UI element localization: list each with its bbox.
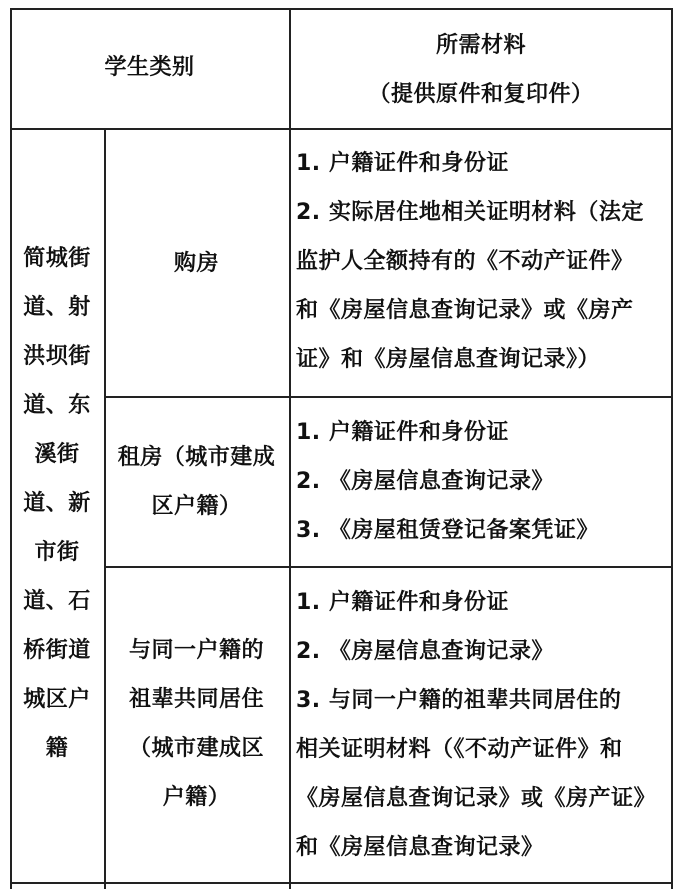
row3-type: [104, 626, 289, 822]
row3-materials: [296, 578, 668, 872]
material-line: 和《房屋信息查询记录》: [296, 835, 544, 860]
material-line: 2. 《房屋信息查询记录》: [296, 639, 554, 664]
material-line: 证》和《房屋信息查询记录》）: [296, 347, 601, 372]
header-materials: 所需材料: [435, 33, 526, 58]
material-line: 3. 《房屋租赁登记备案凭证》: [296, 518, 599, 543]
material-line: 相关证明材料（《不动产证件》和: [296, 737, 623, 762]
row1-bottom-border: [104, 396, 673, 398]
header-bottom-border: [10, 128, 673, 130]
group-label: [10, 234, 104, 773]
row2-type-line: 租房（城市建成: [117, 445, 276, 470]
group-label-line: 道、新: [23, 491, 91, 516]
material-line: 监护人全额持有的《不动产证件》: [296, 249, 634, 274]
row3-type-line: 户籍）: [162, 785, 231, 810]
material-line: 1. 户籍证件和身份证: [296, 420, 509, 445]
group-label-line: 简城街: [23, 246, 91, 271]
group-label-line: 道、东: [23, 393, 91, 418]
material-line: 2. 实际居住地相关证明材料（法定: [296, 200, 644, 225]
group-label-line: 洪坝街: [23, 344, 91, 369]
material-line: 《房屋信息查询记录》或《房产证》: [296, 786, 657, 811]
row3-type-line: 祖辈共同居住: [128, 687, 264, 712]
group-label-line: 桥街道: [23, 638, 91, 663]
group-label-line: 溪街: [34, 442, 80, 467]
material-line: 1. 户籍证件和身份证: [296, 590, 509, 615]
group-label-line: 籍: [45, 736, 69, 761]
material-line: 2. 《房屋信息查询记录》: [296, 469, 554, 494]
row3-type-line: （城市建成区: [128, 736, 264, 761]
header-materials-note: （提供原件和复印件）: [368, 82, 594, 107]
row1-type-line: 购房: [173, 251, 219, 276]
materials-divider: [289, 8, 291, 889]
table-bottom-border: [10, 882, 673, 884]
table-right-border: [671, 8, 673, 889]
group-label-line: 道、石: [23, 589, 91, 614]
row2-type: [104, 433, 289, 531]
row2-bottom-border: [104, 566, 673, 568]
material-line: 3. 与同一户籍的祖辈共同居住的: [296, 688, 622, 713]
group-label-line: 城区户: [23, 687, 91, 712]
row3-type-line: 与同一户籍的: [128, 638, 264, 663]
row2-type-line: 区户籍）: [151, 494, 242, 519]
group-label-line: 市街: [34, 540, 80, 565]
row1-type: [104, 239, 289, 288]
material-line: 1. 户籍证件和身份证: [296, 151, 509, 176]
header-category: 学生类别: [104, 55, 195, 80]
row2-materials: [296, 408, 668, 555]
row1-materials: [296, 139, 668, 384]
material-line: 和《房屋信息查询记录》或《房产: [296, 298, 634, 323]
table-top-border: [10, 8, 673, 10]
group-label-line: 道、射: [23, 295, 91, 320]
